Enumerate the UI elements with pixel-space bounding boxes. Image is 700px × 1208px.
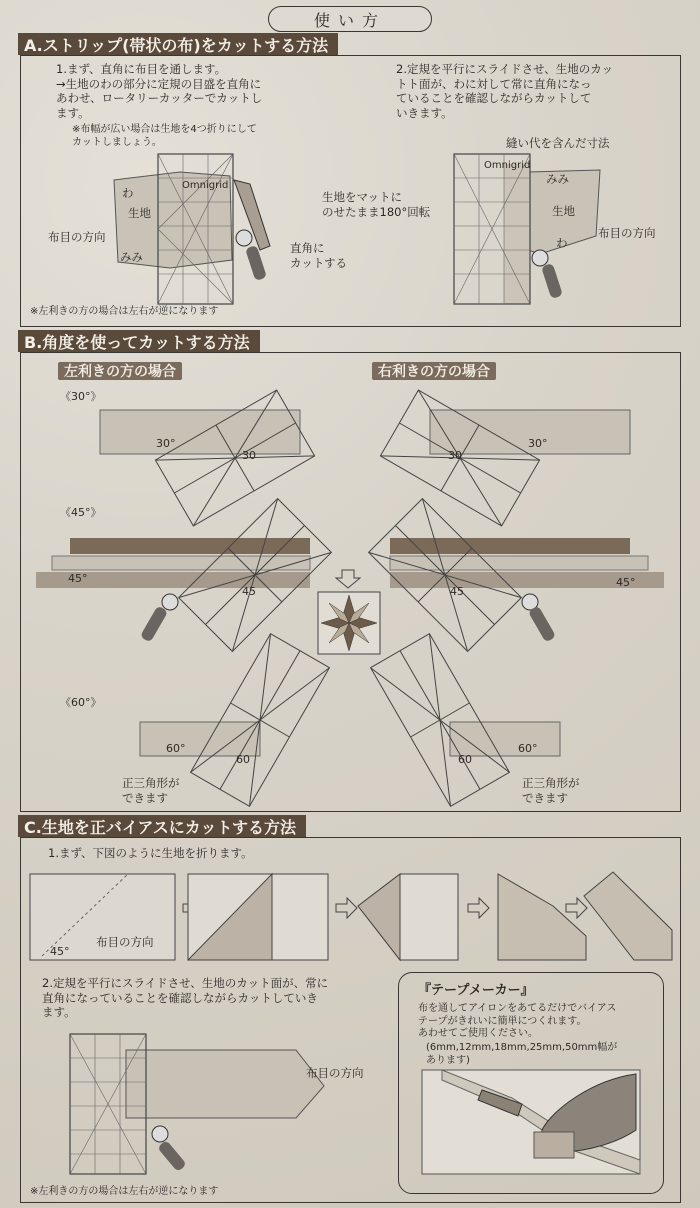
tape-maker-illustration [422,1070,640,1174]
lbl45-left: 45° [68,572,88,585]
ruler-brand-a1: Omnigrid [182,180,229,191]
section-c-fold-steps [28,866,678,966]
lbl30-left: 30° [156,437,176,450]
page-title: 使い方 [268,6,432,32]
circle30-right: 30 [448,449,462,462]
deg45-label: 《45°》 [60,506,102,519]
deg30-label: 《30°》 [60,390,102,403]
tape-maker-sizes: (6mm,12mm,18mm,25mm,50mm幅が あります) [426,1042,618,1066]
section-c-footnote: ※左利きの方の場合は左右が逆になります [30,1186,219,1197]
section-a-step1: 1.まず、直角に布目を通します。 →生地のわの部分に定規の目盛を直角に あわせ、ロータリーカッターでカットし ます。 [56,62,263,120]
label-cut-right-angle: 直角に カットする [290,241,348,270]
right-handed-tag: 右利きの方の場合 [372,362,496,380]
label-mimi-right: みみ [546,172,569,186]
section-c-lbl45: 45° [50,945,70,958]
left-handed-tag: 左利きの方の場合 [58,362,182,380]
section-a-left-illustration [110,150,310,310]
lbl60-right: 60° [518,742,538,755]
section-c-grain2: 布目の方向 [306,1066,364,1080]
section-b-heading: B.角度を使ってカットする方法 [18,330,260,352]
ruler-brand-a2: Omnigrid [484,160,531,171]
section-a-footnote: ※左利きの方の場合は左右が逆になります [30,306,219,317]
label-seam-allowance: 縫い代を含んだ寸法 [506,136,610,150]
triangle-note-right: 正三角形が できます [522,776,580,805]
section-a-step1-note: ※布幅が広い場合は生地を4つ折りにして カットしましょう。 [72,124,257,148]
lbl60-left: 60° [166,742,186,755]
circle30-left: 30 [242,449,256,462]
circle60-right: 60 [458,753,472,766]
section-c-step1: 1.まず、下図のように生地を折ります。 [48,846,253,860]
label-rotate: 生地をマットに のせたまま180°回転 [322,190,431,219]
section-a-step2: 2.定規を平行にスライドさせ、生地のカッ トト面が、わに対して常に直角になっ ていることを確認しながらカットして いきます。 [396,62,614,120]
label-wa: わ [122,186,134,200]
label-kiji: 生地 [128,206,151,220]
tape-maker-title: 『テープメーカー』 [418,983,534,998]
deg60-label: 《60°》 [60,696,102,709]
label-kiji-right: 生地 [552,204,575,218]
triangle-note-left: 正三角形が できます [122,776,180,805]
label-grain-direction-right: 布目の方向 [598,226,656,240]
section-a-heading: A.ストリップ(帯状の布)をカットする方法 [18,33,338,55]
circle45-left: 45 [242,585,256,598]
section-b-illustration [30,380,670,800]
section-c-heading: C.生地を正バイアスにカットする方法 [18,815,306,837]
section-c-step2: 2.定規を平行にスライドさせ、生地のカット面が、常に 直角になっていることを確認しながらカットしていき ます。 [42,976,329,1019]
tape-maker-text: 布を通してアイロンをあてるだけでバイアス テープがきれいに簡単につくれます。 あわせてご使用ください。 [418,1003,617,1039]
lbl30-right: 30° [528,437,548,450]
lbl45-right: 45° [616,576,636,589]
label-mimi: みみ [120,250,143,264]
section-c-grain: 布目の方向 [96,935,154,949]
circle60-left: 60 [236,753,250,766]
section-c-cut-illustration [66,1030,326,1180]
circle45-right: 45 [450,585,464,598]
label-wa-right: わ [556,236,568,250]
label-grain-direction: 布目の方向 [48,230,106,244]
